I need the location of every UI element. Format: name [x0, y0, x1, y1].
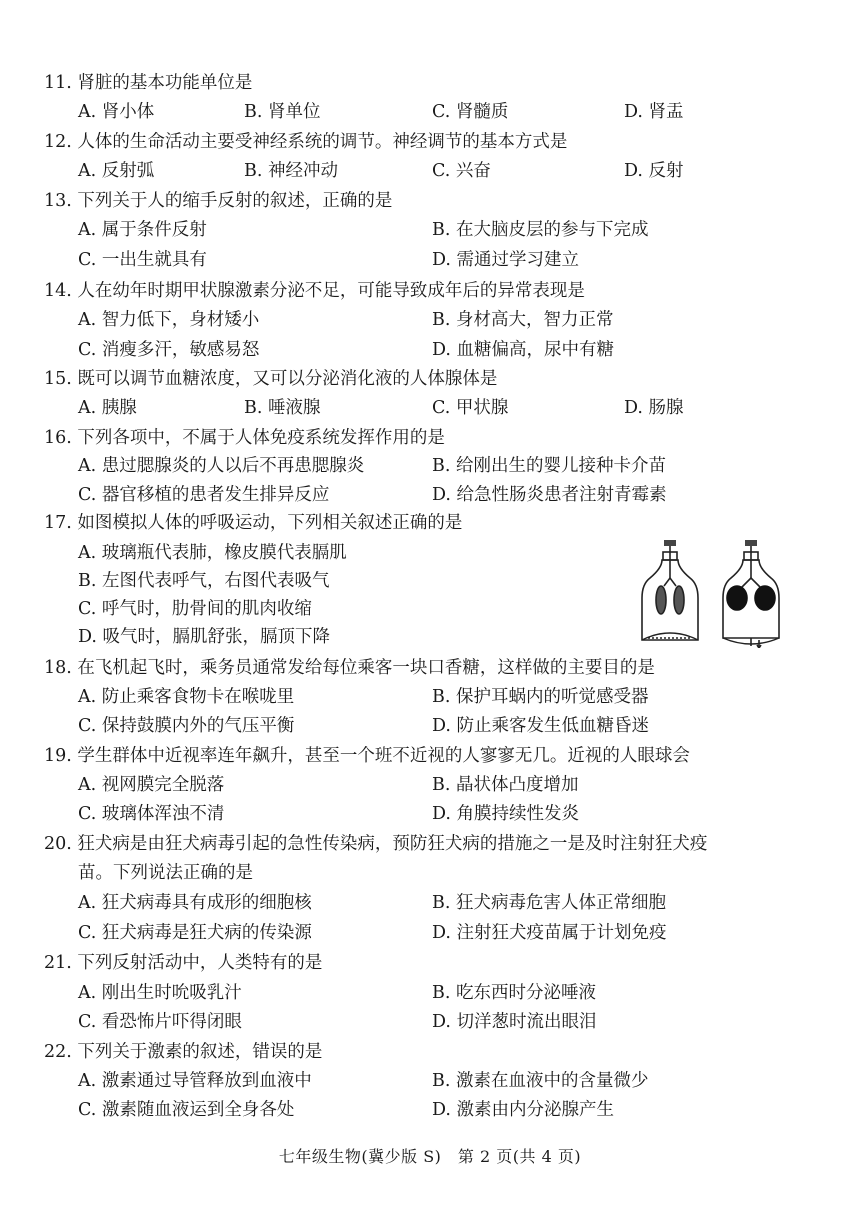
- option-c: C. 消瘦多汗，敏感易怒: [78, 340, 260, 360]
- question-stem: 17. 如图模拟人体的呼吸运动，下列相关叙述正确的是: [44, 513, 463, 533]
- option-c: C. 肾髓质: [432, 102, 509, 122]
- option-a: A. 智力低下，身材矮小: [78, 310, 260, 330]
- left-bell-jar: [642, 540, 698, 640]
- option-c: C. 激素随血液运到全身各处: [78, 1100, 295, 1120]
- question-stem: 11. 肾脏的基本功能单位是: [44, 73, 253, 93]
- option-a: A. 属于条件反射: [78, 220, 207, 240]
- option-d: D. 肾盂: [624, 102, 684, 122]
- question-stem: 16. 下列各项中，不属于人体免疫系统发挥作用的是: [44, 428, 445, 448]
- option-d: D. 需通过学习建立: [432, 250, 580, 270]
- question-stem: 13. 下列关于人的缩手反射的叙述，正确的是: [44, 191, 393, 211]
- page-footer: 七年级生物(冀少版 S) 第 2 页(共 4 页): [278, 1147, 582, 1166]
- option-a: A. 患过腮腺炎的人以后不再患腮腺炎: [78, 456, 365, 476]
- option-c: C. 看恐怖片吓得闭眼: [78, 1012, 242, 1032]
- option-c: C. 玻璃体浑浊不清: [78, 804, 225, 824]
- option-b: B. 肾单位: [244, 102, 321, 122]
- option-d: D. 反射: [624, 161, 684, 181]
- option-c: C. 甲状腺: [432, 398, 509, 418]
- question-stem: 15. 既可以调节血糖浓度，又可以分泌消化液的人体腺体是: [44, 369, 498, 389]
- option-b: B. 在大脑皮层的参与下完成: [432, 220, 649, 240]
- option-c: C. 一出生就具有: [78, 250, 207, 270]
- option-b: B. 晶状体凸度增加: [432, 775, 579, 795]
- option-b: B. 身材高大，智力正常: [432, 310, 614, 330]
- question-stem: 14. 人在幼年时期甲状腺激素分泌不足，可能导致成年后的异常表现是: [44, 281, 585, 301]
- question-stem: 22. 下列关于激素的叙述，错误的是: [44, 1042, 323, 1062]
- option-a: A. 胰腺: [78, 398, 137, 418]
- question-stem: 20. 狂犬病是由狂犬病毒引起的急性传染病，预防狂犬病的措施之一是及时注射狂犬疫: [44, 834, 708, 854]
- option-a: A. 肾小体: [78, 102, 155, 122]
- option-c: C. 兴奋: [432, 161, 491, 181]
- question-stem: 12. 人体的生命活动主要受神经系统的调节。神经调节的基本方式是: [44, 132, 568, 152]
- option-a: A. 视网膜完全脱落: [78, 775, 225, 795]
- option-b: B. 神经冲动: [244, 161, 338, 181]
- option-d: D. 给急性肠炎患者注射青霉素: [432, 485, 667, 505]
- option-a: A. 玻璃瓶代表肺，橡皮膜代表膈肌: [78, 543, 347, 563]
- option-a: A. 激素通过导管释放到血液中: [78, 1071, 312, 1091]
- option-d: D. 切洋葱时流出眼泪: [432, 1012, 597, 1032]
- right-bell-jar: [723, 540, 779, 648]
- bell-jar-breathing-model-figure: [634, 538, 794, 648]
- option-b: B. 激素在血液中的含量微少: [432, 1071, 649, 1091]
- option-c: C. 狂犬病毒是狂犬病的传染源: [78, 923, 312, 943]
- option-a: A. 防止乘客食物卡在喉咙里: [78, 687, 295, 707]
- option-d: D. 角膜持续性发炎: [432, 804, 580, 824]
- option-d: D. 吸气时，膈肌舒张，膈顶下降: [78, 627, 331, 647]
- option-d: D. 肠腺: [624, 398, 684, 418]
- option-c: C. 器官移植的患者发生排异反应: [78, 485, 330, 505]
- question-stem: 21. 下列反射活动中，人类特有的是: [44, 953, 323, 973]
- option-d: D. 防止乘客发生低血糖昏迷: [432, 716, 650, 736]
- question-stem: 19. 学生群体中近视率连年飙升，甚至一个班不近视的人寥寥无几。近视的人眼球会: [44, 746, 690, 766]
- option-b: B. 左图代表呼气，右图代表吸气: [78, 571, 330, 591]
- option-d: D. 激素由内分泌腺产生: [432, 1100, 615, 1120]
- option-b: B. 给刚出生的婴儿接种卡介苗: [432, 456, 666, 476]
- option-b: B. 狂犬病毒危害人体正常细胞: [432, 893, 666, 913]
- option-b: B. 保护耳蜗内的听觉感受器: [432, 687, 649, 707]
- option-a: A. 狂犬病毒具有成形的细胞核: [78, 893, 312, 913]
- option-a: A. 反射弧: [78, 161, 155, 181]
- option-c: C. 呼气时，肋骨间的肌肉收缩: [78, 599, 312, 619]
- option-d: D. 注射狂犬疫苗属于计划免疫: [432, 923, 667, 943]
- option-b: B. 吃东西时分泌唾液: [432, 983, 596, 1003]
- option-c: C. 保持鼓膜内外的气压平衡: [78, 716, 295, 736]
- option-d: D. 血糖偏高，尿中有糖: [432, 340, 615, 360]
- option-b: B. 唾液腺: [244, 398, 321, 418]
- question-stem-continued: 苗。下列说法正确的是: [78, 863, 253, 883]
- option-a: A. 刚出生时吮吸乳汁: [78, 983, 242, 1003]
- question-stem: 18. 在飞机起飞时，乘务员通常发给每位乘客一块口香糖，这样做的主要目的是: [44, 658, 655, 678]
